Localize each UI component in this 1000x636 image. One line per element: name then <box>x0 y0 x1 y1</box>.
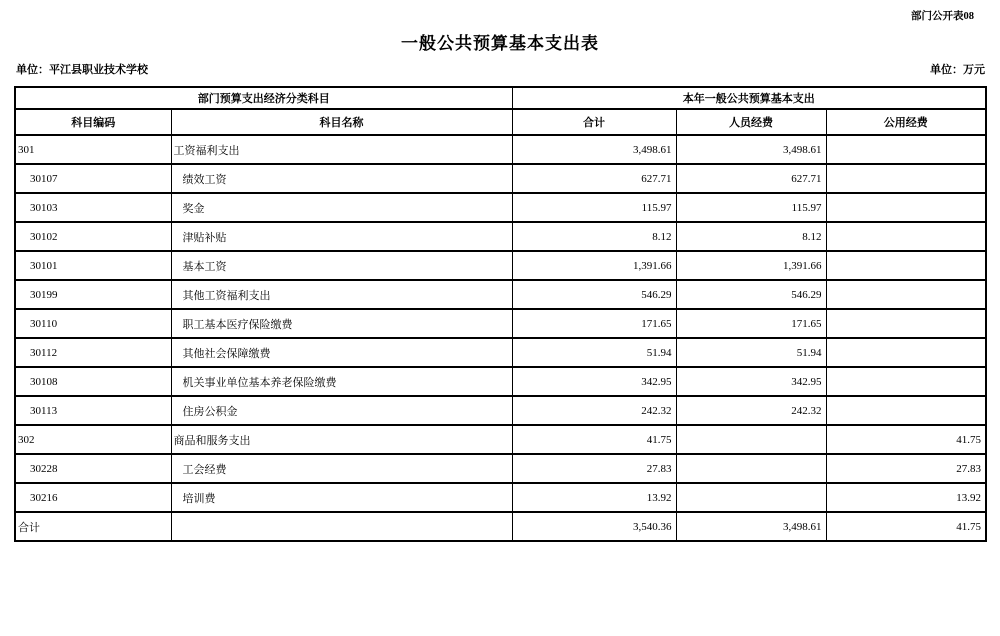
cell-personnel: 1,391.66 <box>676 251 826 280</box>
table-row <box>15 425 986 454</box>
doc-number: 部门公开表08 <box>911 11 974 22</box>
cell-code: 30107 <box>15 164 171 193</box>
table-row <box>15 483 986 512</box>
unit-row <box>16 61 985 77</box>
cell-public <box>826 280 986 309</box>
table-row <box>15 280 986 309</box>
cell-name: 机关事业单位基本养老保险缴费 <box>171 367 512 396</box>
cell-code: 合计 <box>15 512 171 541</box>
column-header-public: 公用经费 <box>826 109 986 135</box>
cell-name: 津贴补贴 <box>171 222 512 251</box>
cell-code: 30103 <box>15 193 171 222</box>
cell-public <box>826 251 986 280</box>
cell-name: 培训费 <box>171 483 512 512</box>
cell-code: 30113 <box>15 396 171 425</box>
cell-personnel <box>676 483 826 512</box>
cell-code: 30102 <box>15 222 171 251</box>
cell-personnel: 3,498.61 <box>676 512 826 541</box>
cell-name: 工资福利支出 <box>171 135 512 164</box>
cell-code: 30108 <box>15 367 171 396</box>
table-row <box>15 193 986 222</box>
unit-measure-label: 单位：万元 <box>930 64 985 76</box>
cell-personnel: 8.12 <box>676 222 826 251</box>
header-group-row <box>15 87 986 109</box>
cell-name: 其他工资福利支出 <box>171 280 512 309</box>
header-group-expenditure: 本年一般公共预算基本支出 <box>512 87 986 109</box>
cell-name: 商品和服务支出 <box>171 425 512 454</box>
cell-code: 30101 <box>15 251 171 280</box>
table-row <box>15 367 986 396</box>
cell-total: 1,391.66 <box>512 251 676 280</box>
unit-name-label: 单位：平江县职业技术学校 <box>16 64 148 76</box>
table-row-total <box>15 512 986 541</box>
cell-personnel: 627.71 <box>676 164 826 193</box>
cell-code: 30216 <box>15 483 171 512</box>
cell-total: 8.12 <box>512 222 676 251</box>
cell-total: 115.97 <box>512 193 676 222</box>
cell-total: 27.83 <box>512 454 676 483</box>
cell-public <box>826 396 986 425</box>
cell-total: 242.32 <box>512 396 676 425</box>
budget-table <box>14 86 987 542</box>
cell-total: 13.92 <box>512 483 676 512</box>
column-header-total: 合计 <box>512 109 676 135</box>
cell-total: 3,498.61 <box>512 135 676 164</box>
cell-public <box>826 222 986 251</box>
page-title: 一般公共预算基本支出表 <box>401 34 599 53</box>
cell-name: 住房公积金 <box>171 396 512 425</box>
cell-name: 其他社会保障缴费 <box>171 338 512 367</box>
cell-public <box>826 164 986 193</box>
cell-total: 342.95 <box>512 367 676 396</box>
cell-personnel <box>676 425 826 454</box>
table-row <box>15 222 986 251</box>
header-columns-row <box>15 109 986 135</box>
cell-code: 301 <box>15 135 171 164</box>
cell-total: 627.71 <box>512 164 676 193</box>
cell-public <box>826 338 986 367</box>
cell-total: 41.75 <box>512 425 676 454</box>
cell-total: 546.29 <box>512 280 676 309</box>
cell-code: 30110 <box>15 309 171 338</box>
cell-personnel: 546.29 <box>676 280 826 309</box>
cell-total: 171.65 <box>512 309 676 338</box>
cell-name: 基本工资 <box>171 251 512 280</box>
cell-code: 302 <box>15 425 171 454</box>
cell-personnel: 115.97 <box>676 193 826 222</box>
column-header-personnel: 人员经费 <box>676 109 826 135</box>
cell-name: 职工基本医疗保险缴费 <box>171 309 512 338</box>
cell-personnel: 3,498.61 <box>676 135 826 164</box>
table-row <box>15 164 986 193</box>
cell-code: 30228 <box>15 454 171 483</box>
cell-name: 奖金 <box>171 193 512 222</box>
table-row <box>15 396 986 425</box>
cell-total: 51.94 <box>512 338 676 367</box>
cell-personnel: 342.95 <box>676 367 826 396</box>
cell-code: 30112 <box>15 338 171 367</box>
cell-public: 41.75 <box>826 425 986 454</box>
cell-public <box>826 193 986 222</box>
column-header-name: 科目名称 <box>171 109 512 135</box>
cell-public <box>826 309 986 338</box>
cell-name: 工会经费 <box>171 454 512 483</box>
cell-public: 13.92 <box>826 483 986 512</box>
cell-total: 3,540.36 <box>512 512 676 541</box>
cell-public <box>826 367 986 396</box>
table-row <box>15 135 986 164</box>
table-row <box>15 454 986 483</box>
cell-name: 绩效工资 <box>171 164 512 193</box>
table-row <box>15 251 986 280</box>
cell-personnel: 51.94 <box>676 338 826 367</box>
cell-personnel: 171.65 <box>676 309 826 338</box>
cell-name <box>171 512 512 541</box>
cell-public: 27.83 <box>826 454 986 483</box>
table-row <box>15 309 986 338</box>
column-header-code: 科目编码 <box>15 109 171 135</box>
cell-code: 30199 <box>15 280 171 309</box>
header-group-subject: 部门预算支出经济分类科目 <box>15 87 512 109</box>
cell-public: 41.75 <box>826 512 986 541</box>
cell-public <box>826 135 986 164</box>
cell-personnel <box>676 454 826 483</box>
table-row <box>15 338 986 367</box>
cell-personnel: 242.32 <box>676 396 826 425</box>
